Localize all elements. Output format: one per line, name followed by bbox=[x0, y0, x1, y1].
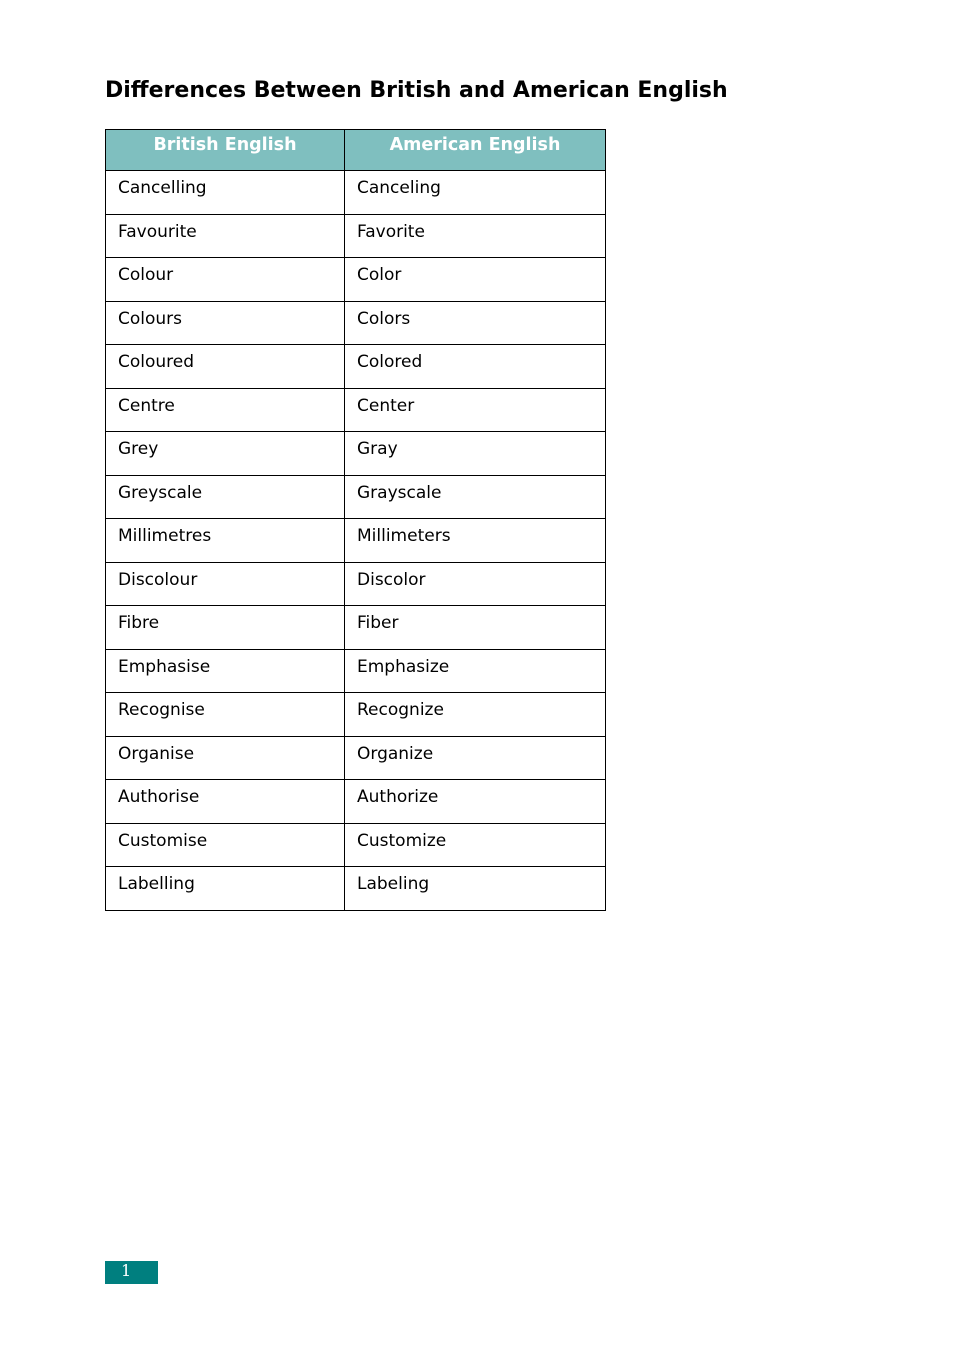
british-spelling-cell: Fibre bbox=[106, 606, 345, 650]
american-spelling-cell: Emphasize bbox=[345, 649, 606, 693]
table-row bbox=[106, 388, 606, 432]
table-row bbox=[106, 823, 606, 867]
table-row bbox=[106, 214, 606, 258]
british-spelling-cell: Recognise bbox=[106, 693, 345, 737]
british-spelling-cell: Coloured bbox=[106, 345, 345, 389]
table-body bbox=[106, 171, 606, 911]
british-spelling-cell: Favourite bbox=[106, 214, 345, 258]
american-spelling-cell: Labeling bbox=[345, 867, 606, 911]
page-number: 1 bbox=[105, 1261, 158, 1284]
american-spelling-cell: Grayscale bbox=[345, 475, 606, 519]
table-row bbox=[106, 736, 606, 780]
british-spelling-cell: Cancelling bbox=[106, 171, 345, 215]
table-row bbox=[106, 519, 606, 563]
table-header-row bbox=[106, 130, 606, 171]
british-spelling-cell: Emphasise bbox=[106, 649, 345, 693]
table-row bbox=[106, 171, 606, 215]
table-row bbox=[106, 867, 606, 911]
table-row bbox=[106, 649, 606, 693]
british-spelling-cell: Authorise bbox=[106, 780, 345, 824]
column-header-british: British English bbox=[106, 130, 345, 171]
table-row bbox=[106, 432, 606, 476]
table-row bbox=[106, 475, 606, 519]
american-spelling-cell: Gray bbox=[345, 432, 606, 476]
american-spelling-cell: Recognize bbox=[345, 693, 606, 737]
table-row bbox=[106, 693, 606, 737]
spelling-comparison-table bbox=[105, 129, 606, 911]
american-spelling-cell: Organize bbox=[345, 736, 606, 780]
column-header-american: American English bbox=[345, 130, 606, 171]
table-row bbox=[106, 780, 606, 824]
table-row bbox=[106, 345, 606, 389]
american-spelling-cell: Canceling bbox=[345, 171, 606, 215]
table-row bbox=[106, 301, 606, 345]
table-row bbox=[106, 562, 606, 606]
american-spelling-cell: Customize bbox=[345, 823, 606, 867]
british-spelling-cell: Organise bbox=[106, 736, 345, 780]
british-spelling-cell: Labelling bbox=[106, 867, 345, 911]
british-spelling-cell: Colours bbox=[106, 301, 345, 345]
british-spelling-cell: Discolour bbox=[106, 562, 345, 606]
american-spelling-cell: Authorize bbox=[345, 780, 606, 824]
british-spelling-cell: Colour bbox=[106, 258, 345, 302]
page-title: Differences Between British and American English bbox=[105, 78, 728, 103]
british-spelling-cell: Customise bbox=[106, 823, 345, 867]
american-spelling-cell: Favorite bbox=[345, 214, 606, 258]
american-spelling-cell: Color bbox=[345, 258, 606, 302]
american-spelling-cell: Discolor bbox=[345, 562, 606, 606]
table-row bbox=[106, 606, 606, 650]
american-spelling-cell: Millimeters bbox=[345, 519, 606, 563]
british-spelling-cell: Grey bbox=[106, 432, 345, 476]
american-spelling-cell: Colors bbox=[345, 301, 606, 345]
british-spelling-cell: Centre bbox=[106, 388, 345, 432]
american-spelling-cell: Fiber bbox=[345, 606, 606, 650]
american-spelling-cell: Center bbox=[345, 388, 606, 432]
american-spelling-cell: Colored bbox=[345, 345, 606, 389]
table-row bbox=[106, 258, 606, 302]
british-spelling-cell: Millimetres bbox=[106, 519, 345, 563]
table-header bbox=[106, 130, 606, 171]
british-spelling-cell: Greyscale bbox=[106, 475, 345, 519]
